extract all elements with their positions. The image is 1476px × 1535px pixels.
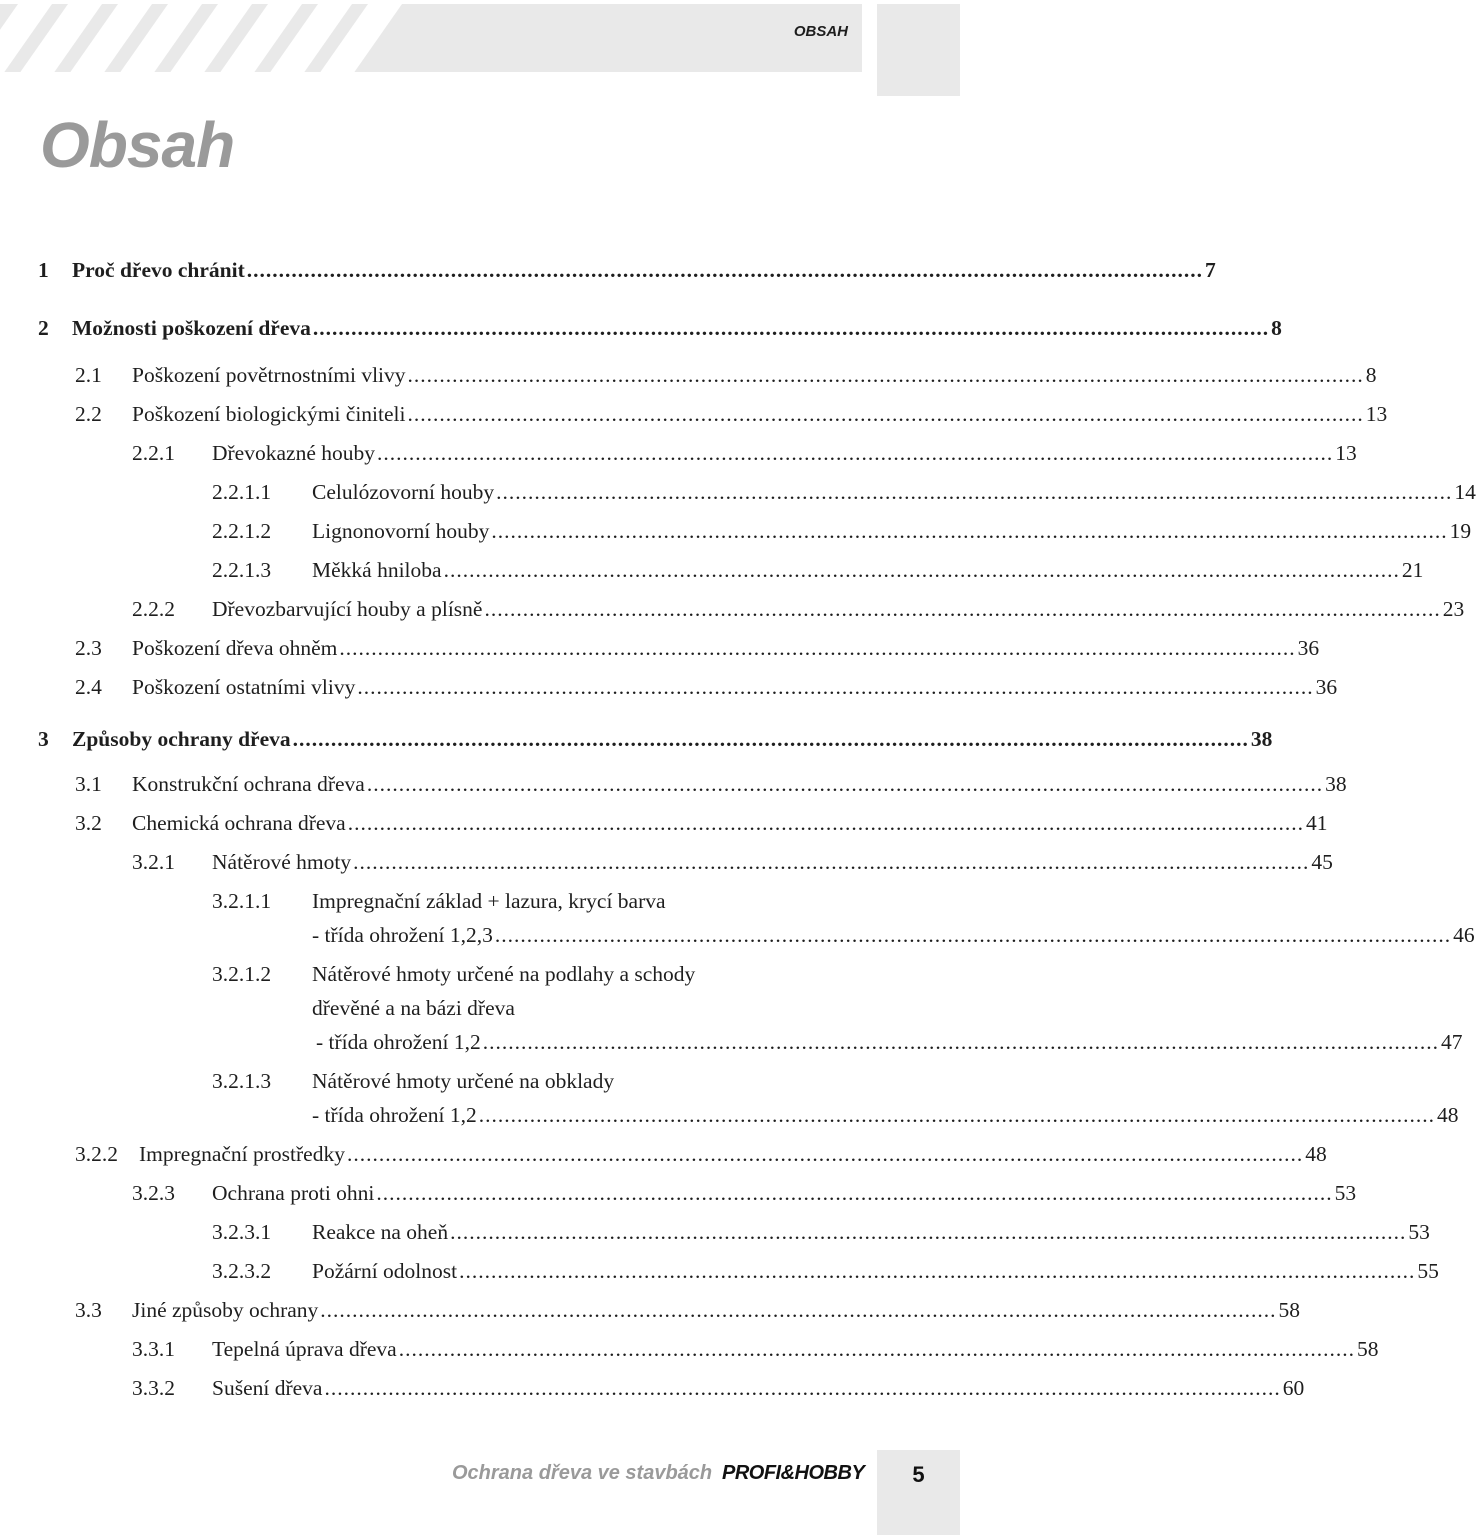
toc-entry[interactable]: 2 Možnosti poškození dřeva ...................................................................................................................................................... 8 bbox=[38, 316, 1282, 340]
toc-entry-title[interactable]: Impregnační základ + lazura, krycí barva bbox=[312, 889, 666, 913]
toc-entry[interactable]: 2.2 Poškození biologickými činiteli ...................................................................................................................................................... 13 bbox=[75, 402, 1388, 426]
toc-entry[interactable]: 3.2.2 Impregnační prostředky ...................................................................................................................................................... 48 bbox=[75, 1142, 1327, 1166]
toc-entry[interactable]: 2.2.2 Dřevozbarvující houby a plísně ...................................................................................................................................................... 23 bbox=[132, 597, 1465, 621]
toc-entry[interactable]: 2.3 Poškození dřeva ohněm ...................................................................................................................................................... 36 bbox=[75, 636, 1320, 660]
toc-entry[interactable]: 3.2.3.1 Reakce na oheň ...................................................................................................................................................... 53 bbox=[212, 1220, 1430, 1244]
toc-entry-number: 3.2.1.1 bbox=[212, 889, 272, 913]
section-label: OBSAH bbox=[793, 23, 848, 40]
toc-entry[interactable]: 2.2.1.3 Měkká hniloba ...................................................................................................................................................... 21 bbox=[212, 558, 1424, 582]
toc-entry[interactable]: 3.3 Jiné způsoby ochrany ...................................................................................................................................................... 58 bbox=[75, 1298, 1301, 1322]
toc-entry-number: 3.2.1.2 bbox=[212, 962, 272, 986]
toc-entry[interactable]: 2.2.1.1 Celulózovorní houby ...................................................................................................................................................... 14 bbox=[212, 480, 1476, 504]
toc-entry-title[interactable]: Nátěrové hmoty určené na podlahy a schody bbox=[312, 962, 696, 986]
toc-entry[interactable]: 1 Proč dřevo chránit ...................................................................................................................................................... 7 bbox=[38, 258, 1216, 282]
toc-entry[interactable]: 3.3.1 Tepelná úprava dřeva ...................................................................................................................................................... 58 bbox=[132, 1337, 1379, 1361]
toc-entry[interactable]: 3.2.1 Nátěrové hmoty ...................................................................................................................................................... 45 bbox=[132, 850, 1333, 874]
toc-entry-title-continued[interactable]: dřevěné a na bázi dřeva bbox=[312, 996, 515, 1020]
header-corner-block bbox=[877, 4, 960, 96]
toc-entry[interactable]: - třída ohrožení 1,2,3 ...................................................................................................................................................... 46 bbox=[312, 923, 1475, 947]
toc-entry[interactable]: - třída ohrožení 1,2 ...................................................................................................................................................... 48 bbox=[312, 1103, 1459, 1127]
toc-entry-number: 3.2.1.3 bbox=[212, 1069, 272, 1093]
header-bar bbox=[0, 4, 862, 72]
toc-entry[interactable]: 3.1 Konstrukční ochrana dřeva ...................................................................................................................................................... 38 bbox=[75, 772, 1347, 796]
footer-brand-logo: PROFI&HOBBY bbox=[722, 1462, 865, 1484]
toc-entry[interactable]: 3.2.3.2 Požární odolnost ...................................................................................................................................................... 55 bbox=[212, 1259, 1439, 1283]
toc-entry[interactable]: 3.2.3 Ochrana proti ohni ...................................................................................................................................................... 53 bbox=[132, 1181, 1357, 1205]
toc-entry[interactable]: 2.1 Poškození povětrnostními vlivy ...................................................................................................................................................... 8 bbox=[75, 363, 1377, 387]
toc-entry[interactable]: 2.4 Poškození ostatními vlivy ...................................................................................................................................................... 36 bbox=[75, 675, 1338, 699]
toc-entry[interactable]: 2.2.1 Dřevokazné houby ...................................................................................................................................................... 13 bbox=[132, 441, 1357, 465]
toc-entry[interactable]: 3 Způsoby ochrany dřeva ...................................................................................................................................................... 38 bbox=[38, 727, 1273, 751]
toc-entry[interactable]: 2.2.1.2 Lignonovorní houby ...................................................................................................................................................... 19 bbox=[212, 519, 1472, 543]
page-title: Obsah bbox=[40, 109, 235, 181]
toc-entry[interactable]: - třída ohrožení 1,2 ...................................................................................................................................................... 47 bbox=[316, 1030, 1463, 1054]
toc-entry[interactable]: 3.3.2 Sušení dřeva ...................................................................................................................................................... 60 bbox=[132, 1376, 1305, 1400]
footer-page-box bbox=[877, 1450, 960, 1535]
toc-entry[interactable]: 3.2 Chemická ochrana dřeva ...................................................................................................................................................... 41 bbox=[75, 811, 1328, 835]
footer-publication-title: Ochrana dřeva ve stavbách bbox=[452, 1462, 713, 1484]
page-number: 5 bbox=[912, 1462, 925, 1487]
toc-entry-title[interactable]: Nátěrové hmoty určené na obklady bbox=[312, 1069, 615, 1093]
